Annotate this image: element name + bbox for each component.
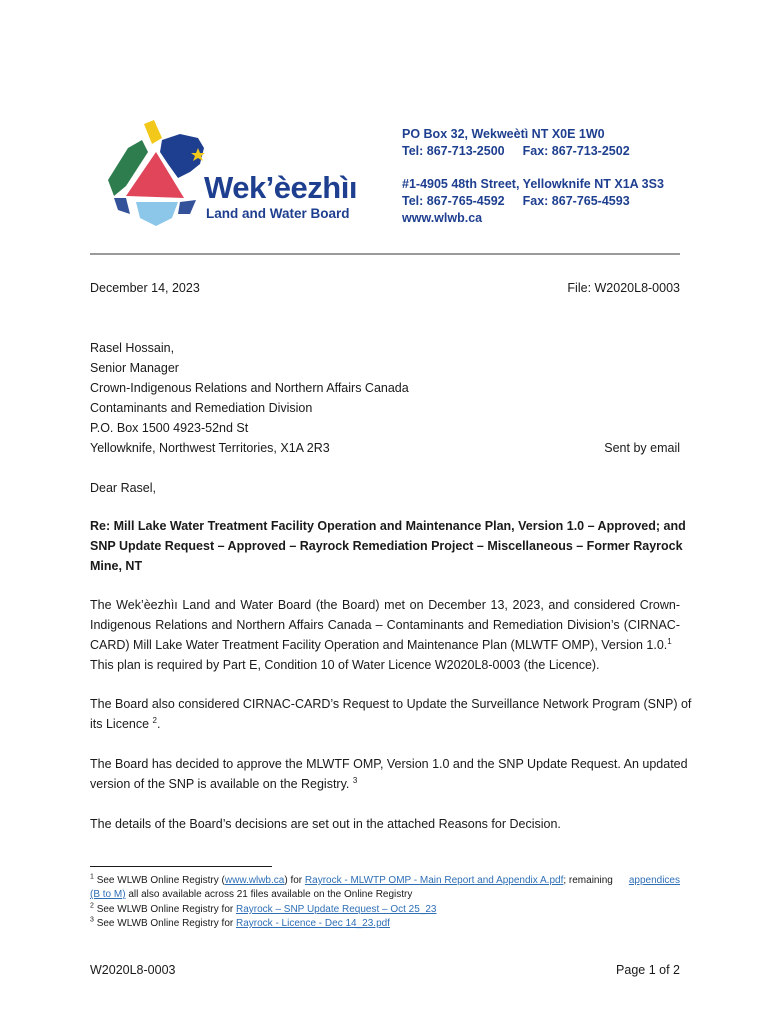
paragraph-line: its Licence $^2$. bbox=[90, 715, 161, 731]
header-divider bbox=[90, 253, 680, 255]
address-line: Contaminants and Remediation Division bbox=[90, 401, 313, 415]
wlwb-emblem-icon bbox=[106, 118, 206, 230]
contact-block bbox=[402, 126, 664, 227]
tel-2: Tel: 867-765-4592 bbox=[402, 194, 505, 208]
footnote-ref[interactable]: 1 bbox=[667, 636, 672, 646]
paragraph-line: This plan is required by Part E, Condition 10 of Water Licence W2020L8-0003 (the Licence). bbox=[90, 658, 600, 672]
fax-1: Fax: 867-713-2502 bbox=[522, 144, 630, 158]
paragraph-line: CARD) Mill Lake Water Treatment Facility Operation and Maintenance Plan (MLWTF OMP), Version 1.0.$^1$ bbox=[90, 636, 672, 652]
subject-text: SNP Update Request – Approved – Rayrock Remediation Project – Miscellaneous – Former Rayrock bbox=[90, 539, 683, 553]
address-line: P.O. Box 1500 4923-52nd St bbox=[90, 421, 249, 435]
file-number: File: W2020L8-0003 bbox=[567, 281, 680, 295]
paragraph-line: The details of the Board’s decisions are set out in the attached Reasons for Decision. bbox=[90, 817, 561, 831]
footnote-1: $^1$ See WLWB Online Registry (www.wlwb.ca) for Rayrock - MLWTP OMP - Main Report and Appendix A.pdf; remaining appendices (B to M) all also available across 21 files available on the Online Registry bbox=[90, 873, 680, 900]
paragraph-line: The Board also considered CIRNAC-CARD’s Request to Update the Surveillance Network Program (SNP) of bbox=[90, 697, 692, 711]
page-number: Page 1 of 2 bbox=[616, 963, 680, 977]
appendices-link[interactable]: (B to M) bbox=[90, 889, 126, 900]
org-name: Wek’èezhìı bbox=[204, 170, 357, 205]
tel-1: Tel: 867-713-2500 bbox=[402, 144, 505, 158]
footnote-ref[interactable]: 3 bbox=[352, 775, 358, 785]
subject-text: Mine, NT bbox=[90, 559, 143, 573]
street-line: #1-4905 48th Street, Yellowknife NT X1A 3S3 bbox=[402, 177, 664, 191]
paragraph-line: The Wek’èezhìı Land and Water Board (the Board) met on December 13, 2023, and considered Crown- bbox=[90, 598, 680, 612]
footer-file-number: W2020L8-0003 bbox=[90, 963, 176, 977]
body-paragraph-3 bbox=[90, 754, 688, 794]
subject-text: Re: Mill Lake Water Treatment Facility Operation and Maintenance Plan, Version 1.0 – Approved; and bbox=[90, 519, 686, 533]
address-line: Crown-Indigenous Relations and Northern Affairs Canada bbox=[90, 381, 409, 395]
phone-fax-line-2 bbox=[402, 193, 664, 210]
phone-fax-line-1 bbox=[402, 143, 664, 160]
website-link[interactable]: www.wlwb.ca bbox=[402, 211, 483, 225]
registry-link[interactable]: www.wlwb.ca bbox=[224, 875, 285, 886]
licence-link[interactable]: Rayrock - Licence - Dec 14_23.pdf bbox=[236, 918, 390, 929]
recipient-address bbox=[90, 338, 409, 458]
snp-update-link[interactable]: Rayrock – SNP Update Request – Oct 25_23 bbox=[236, 904, 437, 915]
paragraph-line: The Board has decided to approve the MLWTF OMP, Version 1.0 and the SNP Update Request. An updated bbox=[90, 757, 688, 771]
delivery-method: Sent by email bbox=[604, 441, 680, 455]
address-line: Senior Manager bbox=[90, 361, 179, 375]
footnote-3: $^3$ See WLWB Online Registry for Rayrock - Licence - Dec 14_23.pdf bbox=[90, 916, 390, 929]
body-paragraph-2 bbox=[90, 694, 692, 734]
paragraph-line: version of the SNP is available on the Registry. $^3$ bbox=[90, 775, 358, 791]
address-line: Rasel Hossain, bbox=[90, 341, 175, 355]
org-subtitle: Land and Water Board bbox=[206, 206, 350, 221]
footnote-2: $^2$ See WLWB Online Registry for Rayrock – SNP Update Request – Oct 25_23 bbox=[90, 902, 437, 915]
salutation: Dear Rasel, bbox=[90, 481, 156, 495]
body-paragraph-1 bbox=[90, 595, 680, 675]
paragraph-line: Indigenous Relations and Northern Affairs Canada – Contaminants and Remediation Division’s (CIRNAC- bbox=[90, 618, 680, 632]
footnote-ref[interactable]: 2 bbox=[152, 715, 157, 725]
appendices-link[interactable]: appendices bbox=[628, 875, 680, 886]
po-box-line: PO Box 32, Wekweètì NT X0E 1W0 bbox=[402, 127, 605, 141]
omp-report-link[interactable]: Rayrock - MLWTP OMP - Main Report and Appendix A.pdf bbox=[304, 875, 564, 886]
address-line: Yellowknife, Northwest Territories, X1A 2R3 bbox=[90, 441, 330, 455]
body-paragraph-4 bbox=[90, 814, 680, 834]
footnote-divider bbox=[90, 866, 272, 867]
fax-2: Fax: 867-765-4593 bbox=[522, 194, 630, 208]
org-logo bbox=[106, 118, 376, 230]
letter-date: December 14, 2023 bbox=[90, 281, 200, 295]
subject-line bbox=[90, 516, 686, 576]
